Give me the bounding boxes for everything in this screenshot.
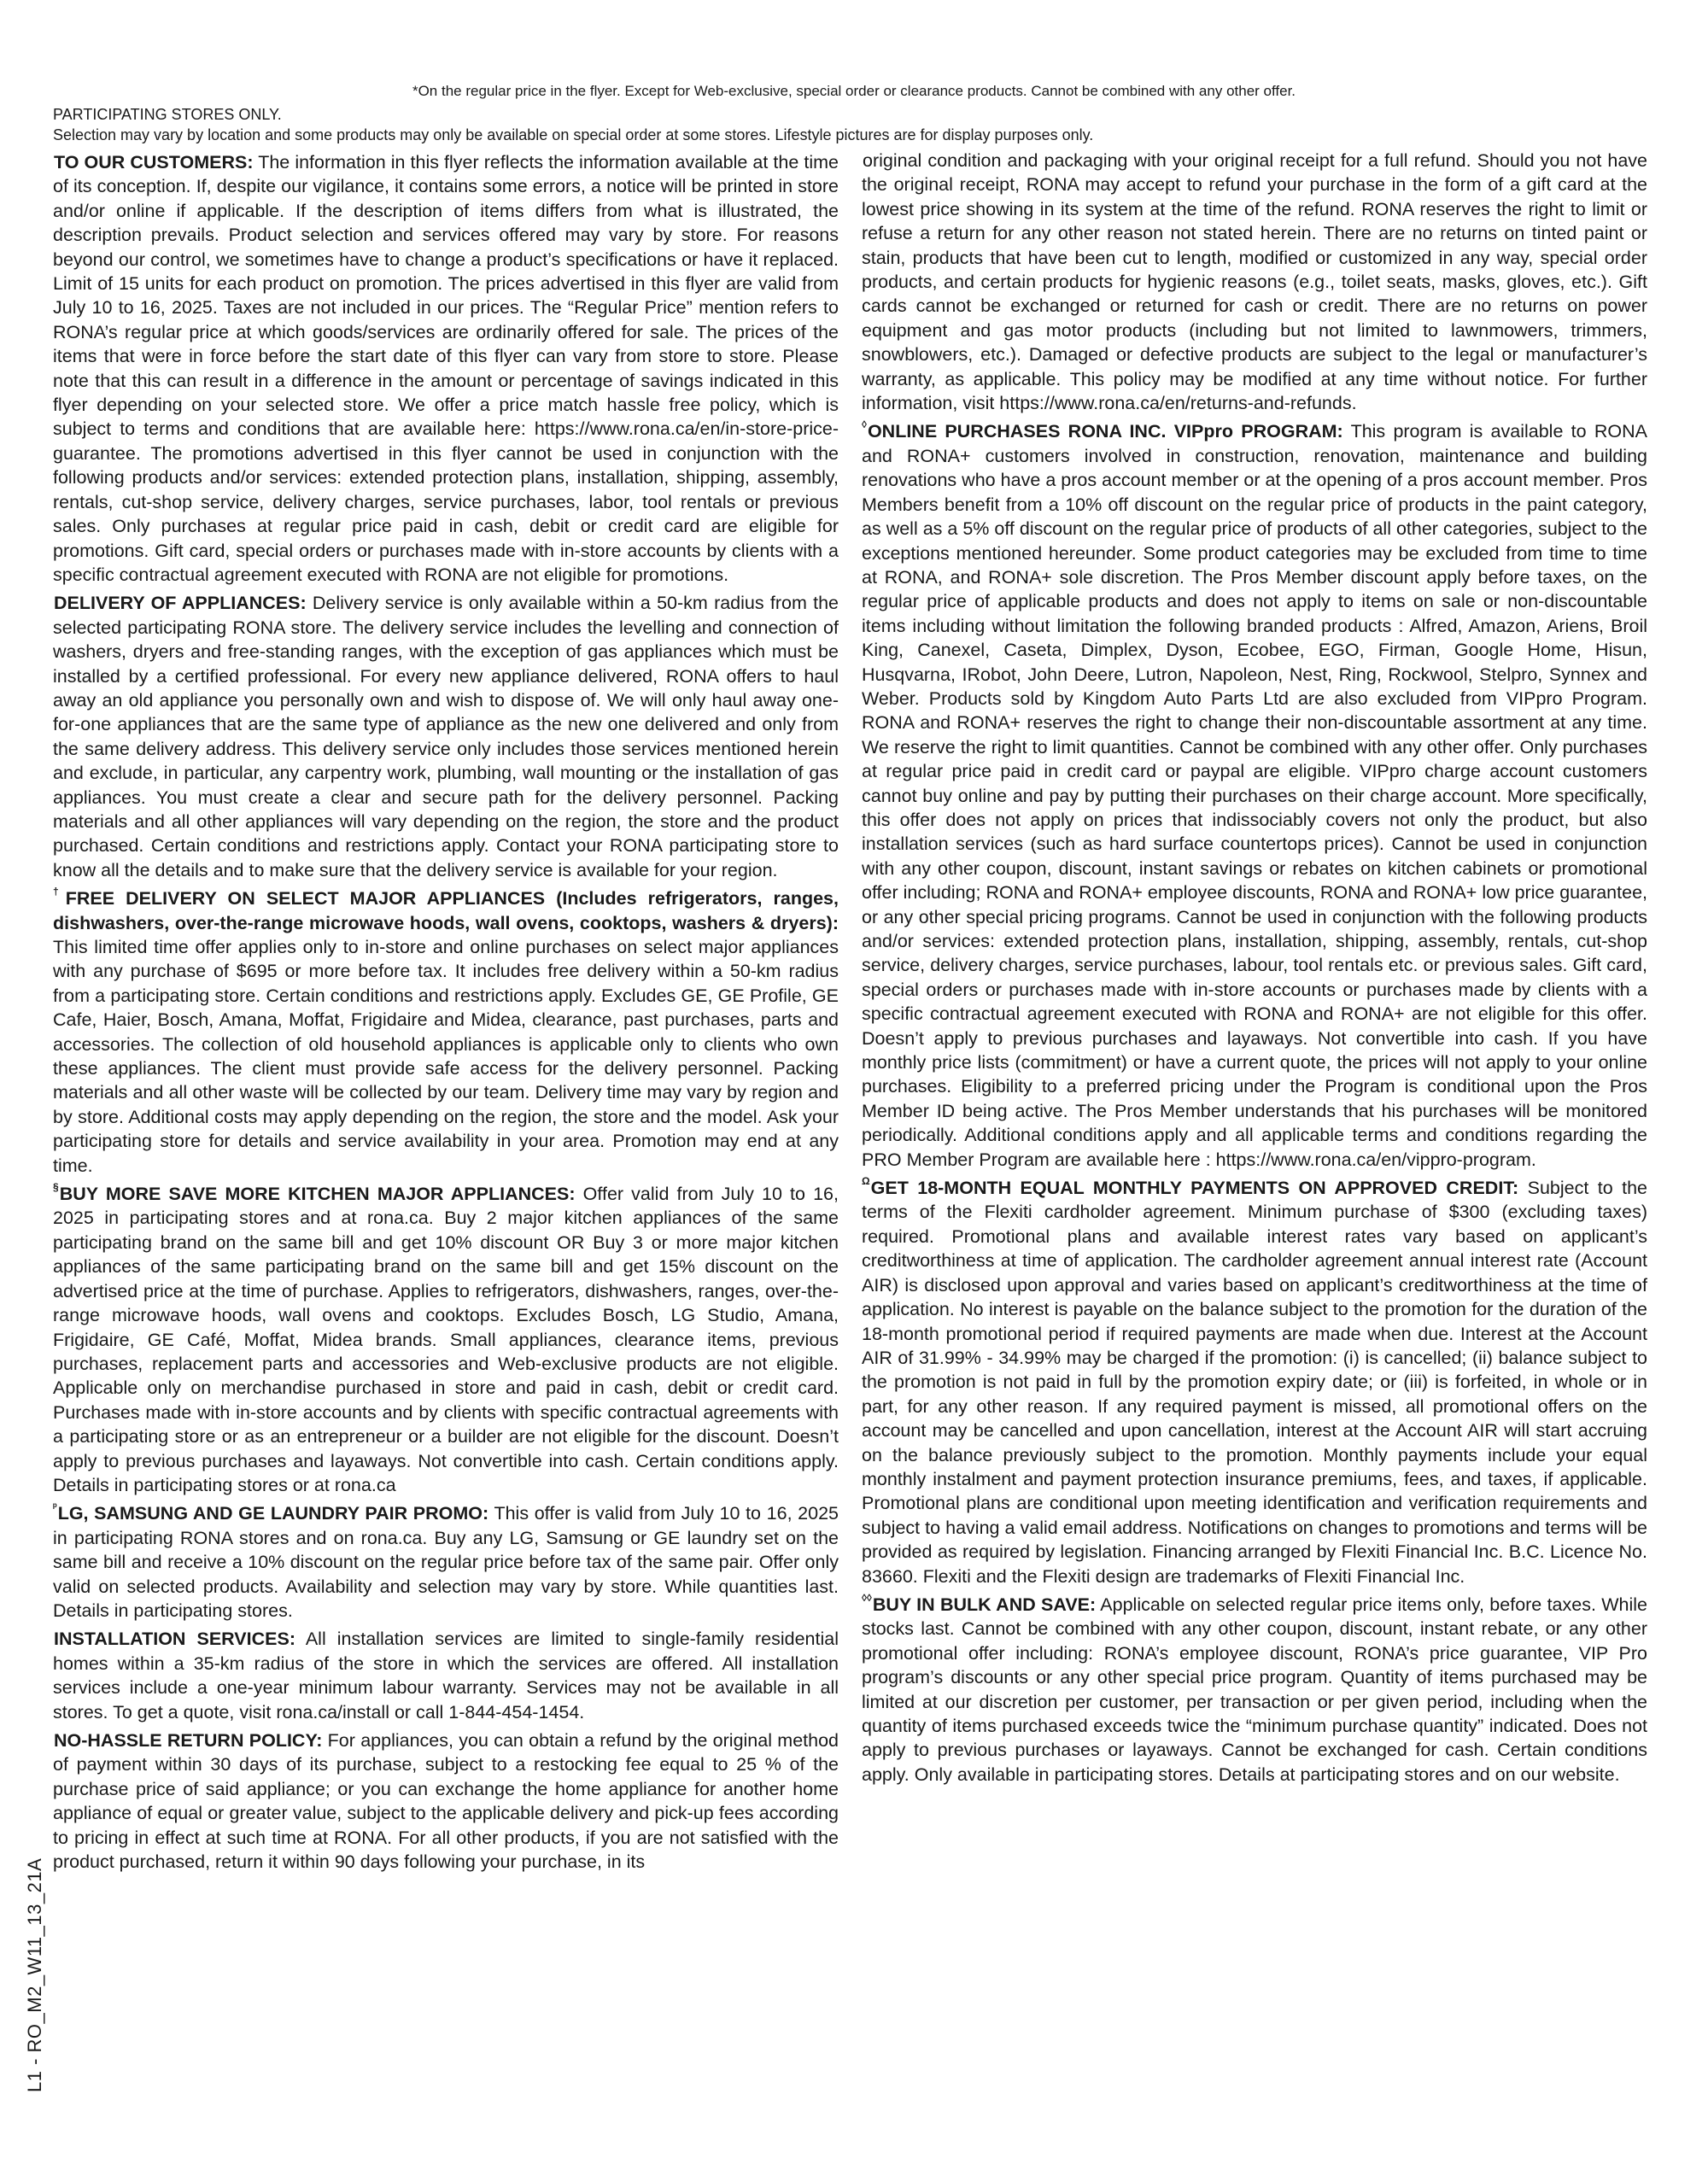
section-body: Offer valid from July 10 to 16, 2025 in participating stores and at rona.ca. Buy 2 major kitchen appliances of the same participating brand on the same bill and get 10% discount OR Buy 3 or more major kitchen appliances of the same participating brand on the same bill and get 15% discount on the advertised price at the time of purchase. Applies to refrigerators, dishwashers, ranges, over-the-range microwave hoods, wall ovens and cooktops. Excludes Bosch, LG Studio, Amana, Frigidaire, GE Café, Moffat, Midea brands. Small appliances, clearance items, previous purchases, replacement parts and accessories and Web-exclusive products are not eligible. Applicable only on merchandise purchased in store and paid in cash, debit or credit card. Purchases made with in-store accounts and by clients with specific contractual agreements with a participating store or as an entrepreneur or a builder are not eligible for the discount. Doesn’t apply to previous purchases and layaways. Not convertible into cash. Certain conditions apply. Details in participating stores or at rona.ca <box>53 1184 839 1495</box>
section-body: This program is available to RONA and RONA+ customers involved in construction, renovation, maintenance and building renovations who have a pros account member or at the opening of a pros account member. Pros Members benefit from a 10% off discount on the regular price of products in the paint category, as well as a 5% off discount on the regular price of products of all other categories, subject to the exceptions mentioned hereunder. Some product categories may be excluded from time to time at RONA, and RONA+ sole discretion. The Pros Member discount apply before taxes, on the regular price of applicable products and does not apply to items on sale or non-discountable items including without limitation the following branded products : Alfred, Amazon, Ariens, Broil King, Canexel, Caseta, Dimplex, Dyson, Ecobee, EGO, Firman, Google Home, Hisun, Husqvarna, IRobot, John Deere, Lutron, Napoleon, Nest, Ring, Rockwool, Stelpro, Synnex and Weber. Products sold by Kingdom Auto Parts Ltd are also excluded from VIPpro Program. RONA and RONA+ reserves the right to change their non-discountable assortment at any time. We reserve the right to limit quantities. Cannot be combined with any other offer. Only purchases at regular price paid in credit card or paypal are eligible. VIPpro charge account customers cannot buy online and pay by putting their purchases on their charge account. More specifically, this offer does not apply on prices that indissociably covers not only the product, but also installation services (such as hard surface countertops prices). Cannot be used in conjunction with any other coupon, discount, instant savings or rebates on kitchen cabinets or promotional offer including; RONA and RONA+ employee discounts, RONA and RONA+ low price guarantee, or any other special pricing programs. Cannot be used in conjunction with the following products and/or services: extended protection plans, installation, shipping, assembly, rentals, cut-shop service, delivery charges, service purchases, labour, tool rentals etc. or previous sales. Gift card, special orders or purchases made with in-store accounts or purchases made by clients with a specific contractual agreement executed with RONA and RONA+ are not eligible for this offer. Doesn’t apply to previous purchases and layaways. Not convertible into cash. If you have monthly price lists (commitment) or have a current quote, the prices will not apply to your online purchases. Eligibility to a preferred pricing under the Program is conditional upon the Pros Member ID being active. The Pros Member understands that his purchases will be monitored periodically. Additional conditions apply and all applicable terms and conditions regarding the PRO Member Program are available here : https://www.rona.ca/en/vippro-program. <box>862 421 1647 1170</box>
section-body: The information in this flyer reflects the information available at the time of its conception. If, despite our vigilance, it contains some errors, a notice will be printed in store and/or online if applicable. If the description of items differs from what is illustrated, the description prevails. Product selection and services offered may vary by store. For reasons beyond our control, we sometimes have to change a product’s specifications or have it replaced. Limit of 15 units for each product on promotion. The prices advertised in this flyer are valid from July 10 to 16, 2025. Taxes are not included in our prices. The “Regular Price” mention refers to RONA’s regular price at which goods/services are ordinarily offered for sale. The prices of the items that were in force before the start date of this flyer can vary from store to store. Please note that this can result in a difference in the amount or percentage of savings indicated in this flyer depending on your selected store. We offer a price match hassle free policy, which is subject to terms and conditions that are available here: https://www.rona.ca/en/in-store-price-guarantee. The promotions advertised in this flyer cannot be used in conjunction with the following products and/or services: extended protection plans, installation, shipping, assembly, rentals, cut-shop service, delivery charges, service purchases, labor, tool rentals or previous sales. Only purchases at regular price paid in cash, debit or credit card are eligible for promotions. Gift card, special orders or purchases made with in-store accounts by clients with a specific contractual agreement executed with RONA are not eligible for promotions. <box>53 152 839 585</box>
section-title: TO OUR CUSTOMERS: <box>54 152 254 173</box>
section-buy-more-save-more <box>53 1182 839 1497</box>
section-delivery-of-appliances <box>53 591 839 882</box>
right-column <box>862 149 1647 1791</box>
section-free-delivery <box>53 886 839 1178</box>
section-body: This limited time offer applies only to in-store and online purchases on select major appliances with any purchase of $695 or more before tax. It includes free delivery within a 50-km radius from a participating store. Certain conditions and restrictions apply. Excludes GE, GE Profile, GE Cafe, Haier, Bosch, Amana, Moffat, Frigidaire and Midea, clearance, past purchases, parts and accessories. The collection of old household appliances is applicable only to clients who own these appliances. The client must provide safe access for the delivery personnel. Packing materials and all other waste will be collected by our team. Delivery time may vary by region and by store. Additional costs may apply depending on the region, the store and the model. Ask your participating store for details and service availability in your area. Promotion may end at any time. <box>53 937 839 1176</box>
section-body: original condition and packaging with your original receipt for a full refund. Should you not have the original receipt, RONA may accept to refund your purchase in the form of a gift card at the lowest price showing in its system at the time of the refund. RONA reserves the right to limit or refuse a return for any other reason not stated herein. There are no returns on tinted paint or stain, products that have been cut to length, modified or customized in any way, special order products, and certain products for hygienic reasons (e.g., toilet seats, masks, gloves, etc.). Gift cards cannot be exchanged or returned for cash or credit. There are no returns on power equipment and gas motor products (including but not limited to lawnmowers, trimmers, snowblowers, etc.). Damaged or defective products are subject to the legal or manufacturer’s warranty, as applicable. This policy may be modified at any time without notice. For further information, visit https://www.rona.ca/en/returns-and-refunds. <box>862 150 1647 414</box>
section-body: This offer is valid from July 10 to 16, 2025 in participating RONA stores and on rona.ca. Buy any LG, Samsung or GE laundry set on the same bill and receive a 10% discount on the regular price before tax of the same pair. Offer only valid on selected products. Availability and selection may vary by store. While quantities last. Details in participating stores. <box>53 1503 839 1621</box>
print-code: L1 - RO_M2_W11_13_21A <box>24 1857 45 2092</box>
section-vippro-program <box>862 419 1647 1172</box>
section-title: INSTALLATION SERVICES: <box>54 1629 295 1650</box>
section-laundry-pair-promo <box>53 1501 839 1623</box>
section-symbol: ᵖ <box>53 1500 57 1513</box>
section-title: NO-HASSLE RETURN POLICY: <box>54 1730 323 1751</box>
section-to-our-customers <box>53 150 839 587</box>
section-symbol: ◊◊ <box>862 1591 872 1604</box>
section-title: BUY MORE SAVE MORE KITCHEN MAJOR APPLIANCES: <box>59 1184 576 1205</box>
section-title: DELIVERY OF APPLIANCES: <box>54 593 307 614</box>
section-return-policy-continued <box>862 149 1647 415</box>
section-body: For appliances, you can obtain a refund by the original method of payment within 30 days of its purchase, subject to a restocking fee equal to 25 % of the purchase price of said appliance; or you can exchange the home appliance for another home appliance of equal or greater value, subject to the applicable delivery and pick-up fees according to pricing in effect at such time at RONA. For all other products, if you are not satisfied with the product purchased, return it within 90 days following your purchase, in its <box>53 1730 839 1873</box>
section-title: LG, SAMSUNG AND GE LAUNDRY PAIR PROMO: <box>57 1503 489 1524</box>
section-title: BUY IN BULK AND SAVE: <box>872 1594 1097 1615</box>
left-column <box>53 150 839 1878</box>
section-title: GET 18-MONTH EQUAL MONTHLY PAYMENTS ON APPROVED CREDIT: <box>870 1178 1519 1199</box>
header-notice <box>53 104 1658 145</box>
section-body: Subject to the terms of the Flexiti cardholder agreement. Minimum purchase of $300 (excluding taxes) required. Promotional plans and available interest rates vary based on applicant’s creditworthiness at time of application. The cardholder agreement annual interest rate (Account AIR) is disclosed upon approval and varies based on applicant’s creditworthiness at the time of application. No interest is payable on the balance subject to the promotion for the duration of the 18-month promotional period if required payments are made when due. Interest at the Account AIR of 31.99% - 34.99% may be charged if the promotion: (i) is cancelled; (ii) balance subject to the promotion is not paid in full by the promotion expiry date; or (iii) is forfeited, in whole or in part, for any other reason. If any required payment is missed, all promotional offers on the account may be cancelled and upon cancellation, interest at the Account AIR will start accruing on the balance previously subject to the promotion. Monthly payments include your equal monthly instalment and payment protection insurance premiums, fees, and taxes, if applicable. Promotional plans are conditional upon meeting identification and verification requirements and subject to having a valid email address. Notifications on changes to promotions and terms will be provided as required by legislation. Financing arranged by Flexiti Financial Inc. B.C. Licence No. 83660. Flexiti and the Flexiti design are trademarks of Flexiti Financial Inc. <box>862 1178 1647 1587</box>
section-symbol: § <box>53 1181 59 1194</box>
section-body: Delivery service is only available within a 50-km radius from the selected participating RONA store. The delivery service includes the levelling and connection of washers, dryers and free-standing ranges, with the exception of gas appliances which must be installed by a certified professional. For every new appliance delivered, RONA offers to haul away an old appliance you personally own and wish to dispose of. We will only haul away one-for-one appliances that are the same type of appliance as the new one delivered and only from the same delivery address. This delivery service only includes those services mentioned herein and exclude, in particular, any carpentry work, plumbing, wall mounting or the installation of gas appliances. You must create a clear and secure path for the delivery personnel. Packing materials and all other appliances will vary depending on the region, the store and the product purchased. Certain conditions and restrictions apply. Contact your RONA participating store to know all the details and to make sure that the delivery service is available for your region. <box>53 593 839 880</box>
section-monthly-payments <box>862 1176 1647 1588</box>
section-installation-services <box>53 1627 839 1724</box>
section-body: Applicable on selected regular price items only, before taxes. While stocks last. Cannot be combined with any other coupon, discount, instant rebate, or any other promotional offer including: RONA’s employee discount, RONA’s price guarantee, VIP Pro program’s discounts or any other special price program. Quantity of items purchased may be limited at our discretion per customer, per transaction or per given period, including when the quantity of items purchased exceeds twice the “minimum purchase quantity” indicated. Does not apply to previous purchases or layaways. Cannot be exchanged for cash. Certain conditions apply. Only available in participating stores. Details at participating stores and on our website. <box>862 1594 1647 1785</box>
section-symbol: † <box>53 886 65 898</box>
header-line-1: PARTICIPATING STORES ONLY. <box>53 106 282 123</box>
section-title: ONLINE PURCHASES RONA INC. VIPpro PROGRAM: <box>867 421 1343 442</box>
section-body: All installation services are limited to single-family residential homes within a 35-km radius of the store in which the services are offered. All installation services include a one-year minimum labour warranty. Services may not be available in all stores. To get a quote, visit rona.ca/install or call 1-844-454-1454. <box>53 1629 839 1723</box>
section-title: FREE DELIVERY ON SELECT MAJOR APPLIANCES (Includes refrigerators, ranges, dishwashers, over-the-range microwave hoods, wall ovens, cooktops, washers & dryers): <box>53 888 839 933</box>
section-buy-in-bulk <box>862 1593 1647 1787</box>
header-line-2: Selection may vary by location and some products may only be available on special order at some stores. Lifestyle pictures are for display purposes only. <box>53 126 1094 143</box>
section-symbol: Ω <box>862 1175 870 1188</box>
section-symbol: ◊ <box>862 418 867 431</box>
top-footnote: *On the regular price in the flyer. Except for Web-exclusive, special order or clearance products. Cannot be combined with any other offer. <box>412 83 1296 99</box>
section-return-policy <box>53 1728 839 1874</box>
